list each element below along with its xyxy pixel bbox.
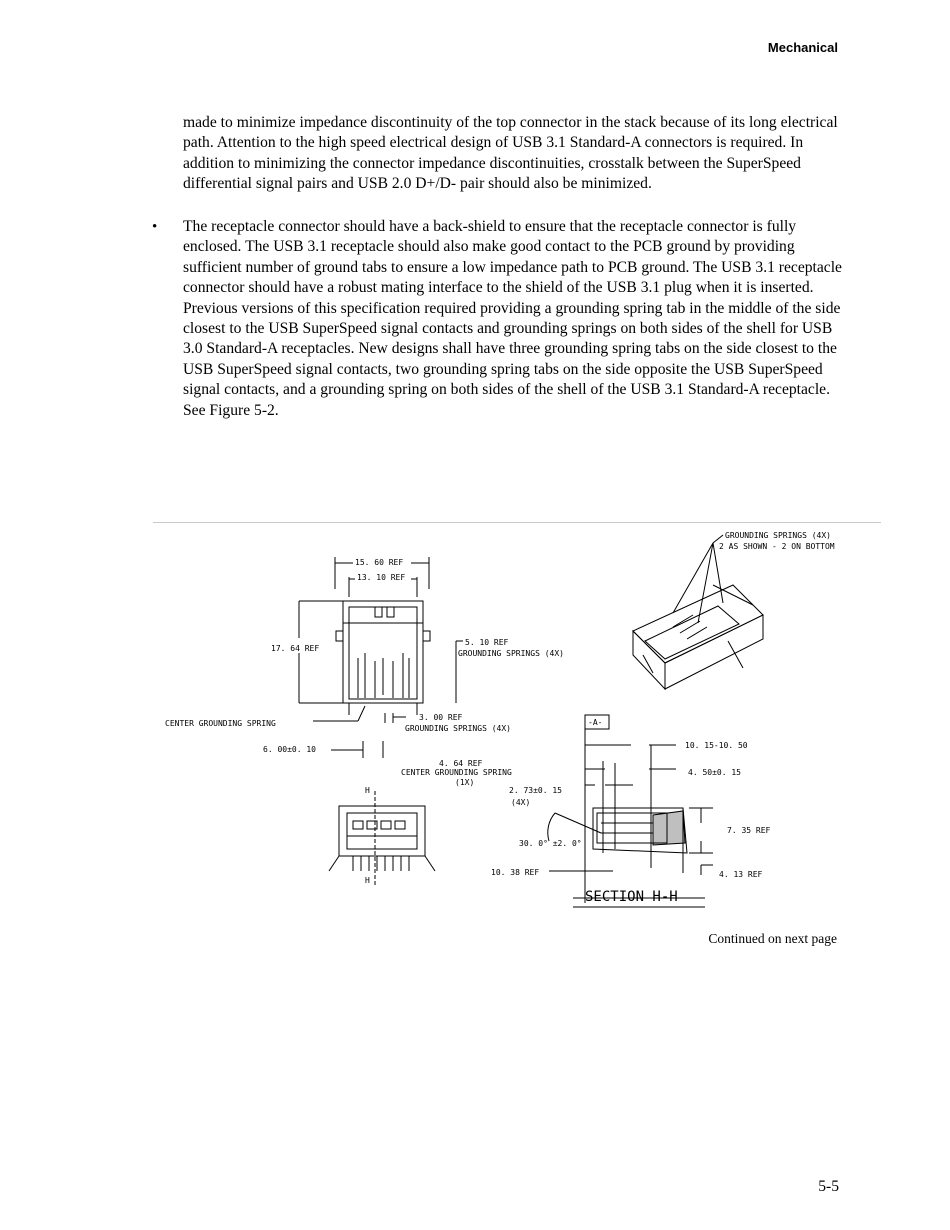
isometric-view-drawing bbox=[633, 535, 763, 689]
dim-5-10: 5. 10 REF bbox=[465, 638, 509, 647]
dim-30: 30. 0° ±2. 0° bbox=[519, 839, 582, 848]
dim-3-00: 3. 00 REF bbox=[419, 713, 463, 722]
dim-10-15: 10. 15-10. 50 bbox=[685, 741, 748, 750]
dim-7-35: 7. 35 REF bbox=[727, 826, 771, 835]
label-1x: (1X) bbox=[455, 778, 475, 787]
continued-note: Continued on next page bbox=[708, 931, 837, 946]
datum-a-label: -A- bbox=[588, 718, 603, 727]
label-h-bottom: H bbox=[365, 876, 370, 885]
bullet-icon: • bbox=[152, 219, 158, 235]
front-view-drawing bbox=[336, 601, 430, 715]
running-header: Mechanical bbox=[767, 40, 838, 55]
label-4x: (4X) bbox=[511, 798, 531, 807]
label-grounding-springs-bottom: GROUNDING SPRINGS (4X) bbox=[405, 724, 511, 733]
dim-6-00: 6. 00±0. 10 bbox=[263, 745, 316, 754]
label-grounding-springs-iso-note: 2 AS SHOWN - 2 ON BOTTOM bbox=[719, 542, 835, 551]
label-center-grounding-spring: CENTER GROUNDING SPRING bbox=[165, 719, 276, 728]
label-grounding-springs-front: GROUNDING SPRINGS (4X) bbox=[458, 649, 564, 658]
body-paragraph-1: made to minimize impedance discontinuity of the top connector in the stack because of its long electrical path. Attention to the high speed electrical design of USB 3.1 Standard-A connectors is required. In addition to minimizing the connector impedance discontinuities, crosstalk between the SuperSpeed differential signal pairs and USB 2.0 D+/D- pair should also be minimized. bbox=[183, 114, 838, 193]
connector-drawing-figure bbox=[153, 523, 881, 923]
dim-4-64: 4. 64 REF bbox=[439, 759, 483, 768]
dim-17-64: 17. 64 REF bbox=[271, 644, 320, 653]
dim-2-73: 2. 73±0. 15 bbox=[509, 786, 562, 795]
dim-4-13: 4. 13 REF bbox=[719, 870, 763, 879]
page-number: 5-5 bbox=[818, 1178, 839, 1195]
label-grounding-springs-iso: GROUNDING SPRINGS (4X) bbox=[725, 531, 831, 540]
label-h-top: H bbox=[365, 786, 370, 795]
label-center-grounding-spring-2: CENTER GROUNDING SPRING bbox=[401, 768, 512, 777]
dim-13-10: 13. 10 REF bbox=[357, 573, 406, 582]
dim-4-50: 4. 50±0. 15 bbox=[688, 768, 741, 777]
dim-10-38: 10. 38 REF bbox=[491, 868, 540, 877]
bottom-view-drawing bbox=[329, 791, 435, 885]
body-paragraph-2: The receptacle connector should have a back-shield to ensure that the receptacle connector is fully enclosed. The USB 3.1 receptacle should also make good contact to the PCB ground by providing sufficient number of ground tabs to ensure a low impedance path to PCB ground. The USB 3.1 receptacle connector should have a robust mating interface to the shield of the USB 3.1 plug when it is inserted. Previous versions of this specification required providing a grounding spring tab in the middle of the side closest to the USB SuperSpeed signal contacts and grounding springs on both sides of the shell for USB 3.0 Standard-A receptacles. New designs shall have three grounding spring tabs on the side closest to the USB SuperSpeed signal contacts, two grounding spring tabs on the side opposite the USB SuperSpeed signal contacts, and a grounding spring on both sides of the shell of the USB 3.1 Standard-A receptacle. See Figure 5-2. bbox=[183, 218, 842, 419]
dim-15-60: 15. 60 REF bbox=[355, 558, 404, 567]
section-h-h-title: SECTION H-H bbox=[585, 889, 678, 905]
mechanical-drawing bbox=[153, 523, 881, 923]
